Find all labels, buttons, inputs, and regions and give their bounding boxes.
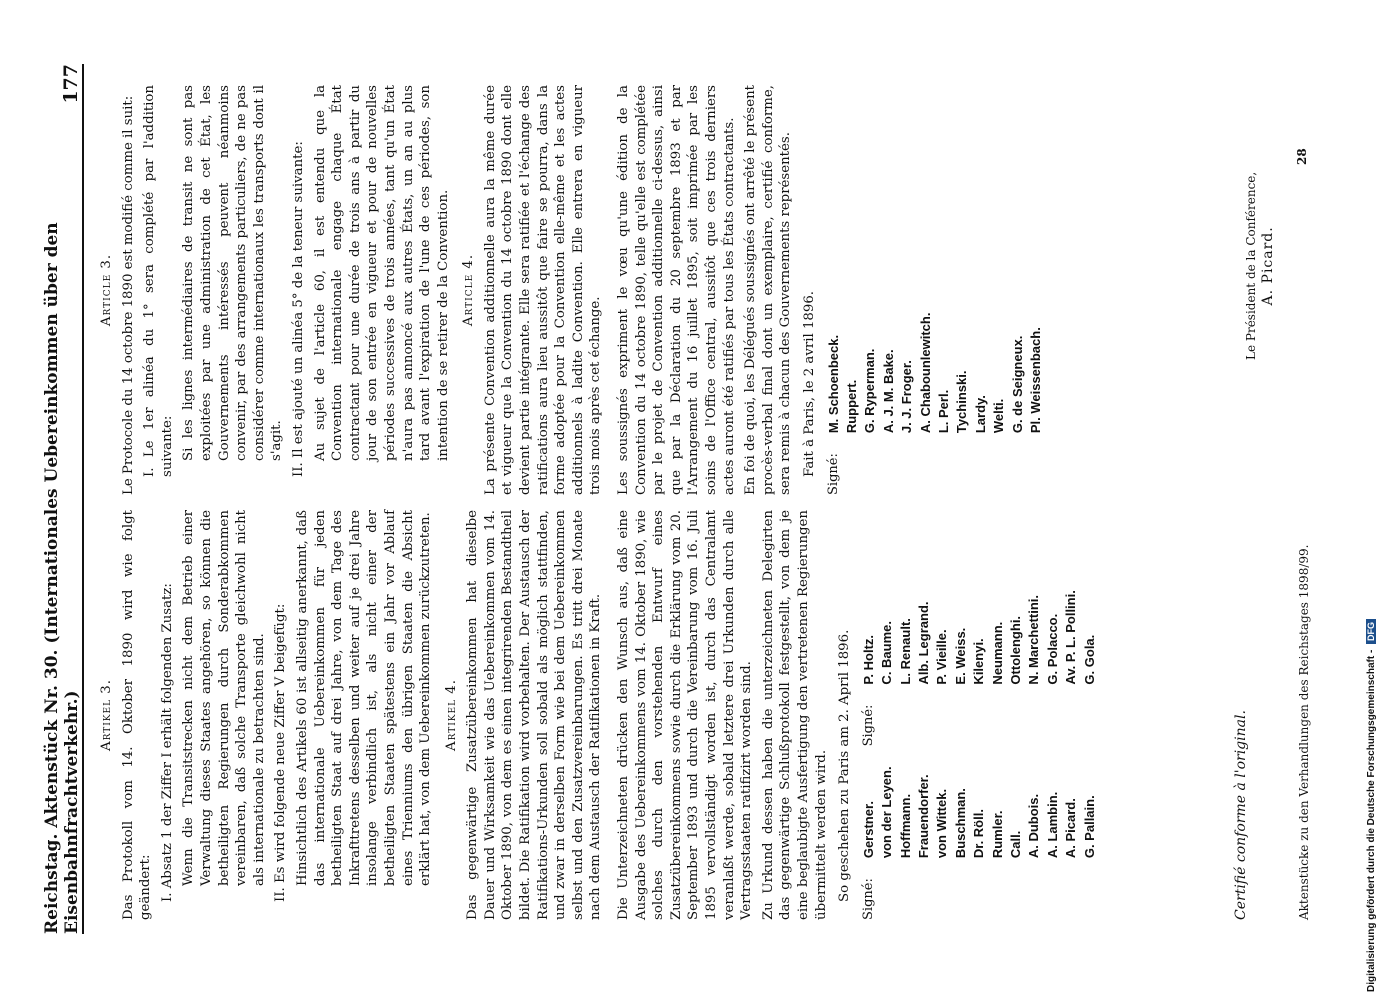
signatory: Ruppert. <box>843 379 859 434</box>
president-title: Le Président de la Conférence, <box>1244 171 1258 360</box>
sheet-number: 28 <box>1295 148 1309 165</box>
dfg-logo: DFG <box>1366 619 1376 644</box>
signatory: Tychinski. <box>954 370 970 434</box>
signatory: P. Vieille. <box>934 629 950 685</box>
german-article-3-item-II: II. Es wird folgende neue Ziffer V beigefügt: <box>273 603 289 902</box>
signatory: Av. P. L. Pollini. <box>1063 590 1079 685</box>
signatory: Alb. Legrand. <box>915 601 931 685</box>
signatory: J. J. Froger. <box>899 360 915 434</box>
german-article-3-item-I-text: Wenn die Transitstrecken nicht dem Betrieb einer Verwaltung dieses Staates angehören, so können die betheiligten Regierungen durch Sonderabkommen vereinbaren, daß solche Transporte gleichwohl nicht als internationale zu betrachten sind. <box>181 510 267 886</box>
german-column <box>90 510 1099 920</box>
signatory: A. J. M. Bake. <box>880 349 896 434</box>
french-article-4-text: La présente Convention additionnelle aura la même durée et vigueur que la Convention du 14 octobre 1890 dont elle devient partie intégrante. Elle sera ratifiée et l'échange des ratifications aura lieu aussitôt que faire se pourra, dans la forme adoptée pour la Convention elle-même et les actes additionnels à ladite Convention. Elle entrera en vigueur trois mois après cet échange. <box>482 85 604 495</box>
signatory: L. Perl. <box>936 389 951 434</box>
header-title: Reichstag. Aktenstück Nr. 30. (Internationales Uebereinkommen über den Eisenbahnfrachtverkehr.) <box>42 222 82 934</box>
signatory: G. Ryperman. <box>862 348 878 434</box>
signatory: A. Chabounlewitch. <box>917 312 933 434</box>
french-wish-paragraph: Les soussignés expriment le vœu qu'une édition de la Convention du 14 octobre 1890, telle qu'elle est complétée par le projet de Convention additionnelle ci-dessus, ainsi que par la Déclaration du 20 septembre 1893 et par l'Arrangement du 16 juillet 1895, soit imprimée par les soins de l'Office central, aussitôt que ces trois derniers actes auront été ratifiés par tous les États contractants. <box>616 85 737 495</box>
french-done-line: Fait à Paris, le 2 avril 1896. <box>801 290 817 477</box>
signatory: A. Dubois. <box>1026 793 1042 859</box>
signatory: Ottolenghi. <box>1008 615 1023 685</box>
signatory: von der Leyen. <box>879 766 895 859</box>
signatory: Pl. Weissenbach. <box>1028 327 1044 434</box>
french-article-4-title: Article 4. <box>461 253 477 327</box>
digitization-text: Digitalisierung gefördert durch die Deutsche Forschungsgemeinschaft - <box>1366 649 1377 992</box>
signatory: A. Picard. <box>1063 798 1079 859</box>
german-wish-paragraph: Die Unterzeichneten drücken den Wunsch aus, daß eine Ausgabe des Uebereinkommens vom 14. Oktober 1890, wie solches durch den vorstehenden Entwurf eines Zusatzübereinkommens sowie durch die Erklärung vom 20. September 1893 und durch die Vereinbarung vom 16. Juli 1895 vervollständigt worden ist, durch das Centralamt veranlaßt werde, sobald letztere drei Urkunden durch alle Vertragsstaaten ratifizirt worden sind. <box>616 510 755 920</box>
french-article-3-item-I-text: Si les lignes intermédiaires de transit ne sont pas exploitées par une administration de cet État, les Gouvernements intéressés peuvent néanmoins convenir, par des arrangements particuliers, de ne pas considérer comme internationaux les transports dont il s'agit. <box>181 85 285 461</box>
signatory: Gerstner. <box>860 801 876 859</box>
german-article-3-title: Artikel 3. <box>99 679 114 751</box>
signatory: E. Weiss. <box>952 627 968 685</box>
french-article-3-item-I: I. Le 1er alinéa du 1° sera complété par l'addition suivante: <box>142 85 175 477</box>
german-witness-paragraph: Zu Urkund dessen haben die unterzeichneten Delegirten das gegenwärtige Schlußprotokoll festgestellt, von dem je eine beglaubigte Ausfertigung den vertretenen Regierungen übermittelt werden wird. <box>760 510 829 920</box>
signature-block-left <box>860 510 1099 920</box>
signatory: N. Marchettini. <box>1026 594 1042 685</box>
signatory: Buschman. <box>952 788 968 859</box>
signatory: Kilenyi. <box>971 638 987 685</box>
signatory: G. Pallain. <box>1081 795 1097 859</box>
signatory: Hoffmann. <box>897 793 913 859</box>
page-footer: Aktenstücke zu den Verhandlungen des Reichstages 1898/99. <box>1297 544 1311 920</box>
signatory: G. de Seigneux. <box>1009 335 1025 434</box>
page-number: 177 <box>60 64 82 104</box>
german-article-4-text: Das gegenwärtige Zusatzübereinkommen hat dieselbe Dauer und Wirksamkeit wie das Uebereinkommen vom 14. Oktober 1890, von dem es einen integrirenden Bestandtheil bildet. Die Ratifikation wird vorbehalten. Der Austausch der Ratifikations-Urkunden soll sobald als möglich stattfinden, und zwar in derselben Form wie bei dem Uebereinkommen selbst und den Zusatzvereinbarungen. Es tritt drei Monate nach dem Austausch der Ratifikationen in Kraft. <box>465 510 604 920</box>
german-article-3-item-I: I. Absatz 1 der Ziffer I erhält folgenden Zusatz: <box>159 583 175 902</box>
president-signature <box>1244 172 1276 360</box>
running-header <box>42 64 84 934</box>
signature-label: Signé: <box>860 704 876 747</box>
signatory: Frauendorfer. <box>915 774 931 859</box>
signatory: P. Holtz. <box>860 634 876 685</box>
signatory: Welti. <box>991 398 1007 434</box>
signature-label: Signé: <box>860 878 876 920</box>
signatory: Call. <box>1008 830 1023 859</box>
signatory: von Wittek. <box>934 788 950 859</box>
signature-block-right <box>825 85 1046 495</box>
president-name: A. Picard. <box>1260 226 1276 306</box>
german-article-4-title: Artikel 4. <box>443 679 459 751</box>
signatory: M. Schoenbeck. <box>825 334 841 434</box>
german-done-line: So geschehen zu Paris am 2. April 1896. <box>837 629 853 902</box>
digitization-notice <box>1366 12 1382 992</box>
signatory: Neumann. <box>989 621 1005 685</box>
french-column <box>90 85 1045 495</box>
signatory: L. Renault. <box>897 618 913 685</box>
signatory: Lardy. <box>972 395 988 434</box>
signatory: Rumler. <box>989 810 1005 859</box>
french-article-3-item-II: II. Il est ajouté un alinéa 5° de la teneur suivante: <box>290 141 306 477</box>
signatory: G. Gola. <box>1081 634 1097 685</box>
signatory: A. Lambin. <box>1044 791 1060 859</box>
french-article-3-intro: Le Protocole du 14 octobre 1890 est modifié comme il suit: <box>120 95 136 495</box>
certified-line: Certifié conforme à l'original. <box>1233 710 1249 920</box>
german-article-3-item-II-text: Hinsichtlich des Artikels 60 ist allseitig anerkannt, daß das internationale Uebereinkommen für jeden betheiligten Staat auf drei Jahre, von dem Tage des Inkrafttretens desselben und weiter auf je drei Jahre insolange verbindlich ist, als nicht einer der betheiligten Staaten spätestens ein Jahr vor Ablauf eines Trienniums den übrigen Staaten die Absicht erklärt hat, von dem Uebereinkommen zurückzutreten. <box>294 510 434 886</box>
french-witness-paragraph: En foi de quoi, les Délégués soussignés ont arrêté le présent procès-verbal final dont un exemplaire, certifié conforme, sera remis à chacun des Gouvernements représentés. <box>743 85 794 495</box>
french-article-3-title: Article 3. <box>99 253 114 327</box>
signature-label: Signé: <box>825 453 841 495</box>
french-article-3-item-II-text: Au sujet de l'article 60, il est entendu que la Convention internationale engage chaque État contractant pour une durée de trois ans à partir du jour de son entrée en vigueur et pour de nouvelles périodes successives de trois années, tant qu'un État n'aura pas annoncé aux autres États, un an au plus tard avant l'expiration de l'une de ces périodes, son intention de se retirer de la Convention. <box>312 85 451 461</box>
signatory: G. Polacco. <box>1044 613 1060 685</box>
german-article-3-intro: Das Protokoll vom 14. Oktober 1890 wird wie folgt geändert: <box>120 510 154 920</box>
signatory: Dr. Röll. <box>971 809 987 859</box>
signatory: C. Baume. <box>879 620 895 685</box>
